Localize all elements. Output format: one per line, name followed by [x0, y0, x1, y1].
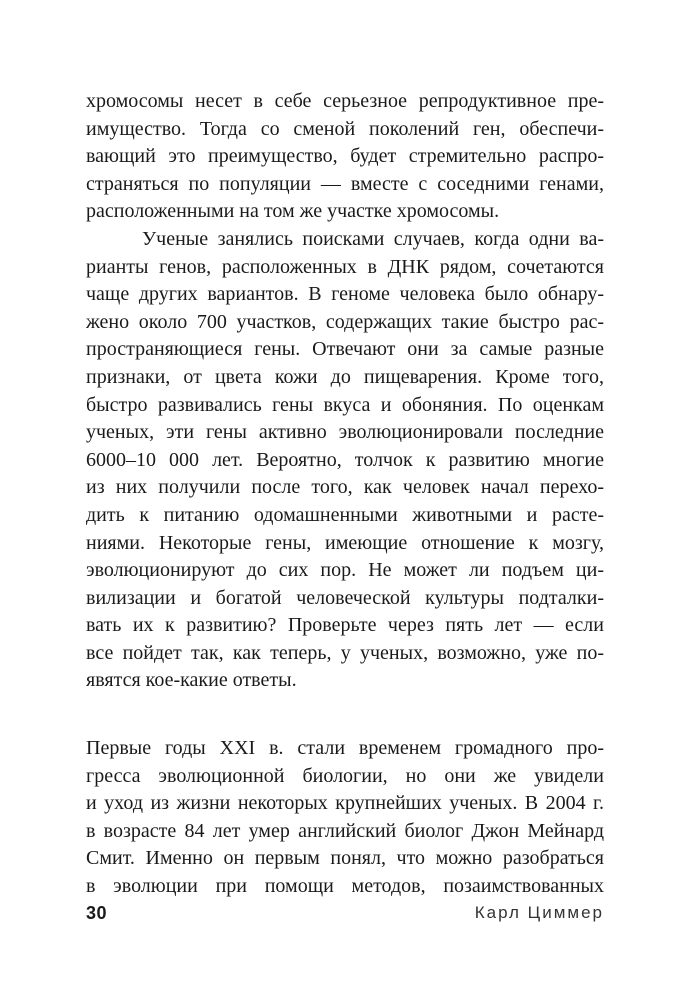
- text-line: эволюционируют до сих пор. Не может ли подъем ци-: [86, 559, 604, 582]
- text-line: дить к питанию одомашненными животными и расте-: [86, 503, 604, 526]
- text-line: в эволюции при помощи методов, позаимствованных: [86, 875, 604, 898]
- page-number: 30: [86, 903, 108, 923]
- text-line: гресса эволюционной биологии, но они же увидели: [86, 764, 604, 787]
- text-line: явятся кое-какие ответы.: [86, 669, 297, 692]
- text-line: Первые годы XXI в. стали временем громадного про-: [86, 737, 604, 760]
- paragraph-2: [86, 226, 604, 695]
- text-line: быстро развивались гены вкуса и обоняния. По оценкам: [86, 393, 604, 416]
- text-line: из них получили после того, как человек начал перехо-: [86, 476, 604, 499]
- text-line: 6000–10 000 лет. Вероятно, толчок к развитию многие: [86, 448, 604, 471]
- text-line: признаки, от цвета кожи до пищеварения. Кроме того,: [86, 365, 604, 388]
- text-line: имущество. Тогда со сменой поколений ген, обеспечи-: [86, 117, 604, 140]
- text-line: ниями. Некоторые гены, имеющие отношение к мозгу,: [86, 531, 604, 554]
- text-line: пространяющиеся гены. Отвечают они за самые разные: [86, 338, 604, 361]
- text-line: Ученые занялись поисками случаев, когда одни ва-: [142, 227, 604, 250]
- text-line: все пойдет так, как теперь, у ученых, возможно, уже по-: [86, 641, 604, 664]
- section-break: [86, 695, 604, 735]
- body-text: [86, 88, 604, 901]
- text-line: чаще других вариантов. В геноме человека было обнару-: [86, 283, 604, 306]
- text-line: расположенными на том же участке хромосомы.: [86, 200, 500, 223]
- paragraph-3: [86, 735, 604, 901]
- text-line: вать их к развитию? Проверьте через пять лет — если: [86, 614, 604, 637]
- text-line: вающий это преимущество, будет стремительно распро-: [86, 145, 604, 168]
- text-line: и уход из жизни некоторых крупнейших ученых. В 2004 г.: [86, 792, 604, 815]
- running-footer-author: Карл Циммер: [474, 903, 604, 922]
- text-line: вилизации и богатой человеческой культуры подталки-: [86, 586, 604, 609]
- text-line: хромосомы несет в себе серьезное репродуктивное пре-: [86, 90, 604, 112]
- text-line: в возрасте 84 лет умер английский биолог Джон Мейнард: [86, 819, 604, 842]
- text-line: страняться по популяции — вместе с соседними генами,: [86, 172, 604, 195]
- text-line: ученых, эти гены активно эволюционировали последние: [86, 421, 604, 444]
- text-line: Смит. Именно он первым понял, что можно разобраться: [86, 847, 604, 870]
- text-line: жено около 700 участков, содержащих такие быстро рас-: [86, 310, 604, 333]
- paragraph-1: [86, 88, 604, 226]
- text-line: рианты генов, расположенных в ДНК рядом, сочетаются: [86, 255, 604, 278]
